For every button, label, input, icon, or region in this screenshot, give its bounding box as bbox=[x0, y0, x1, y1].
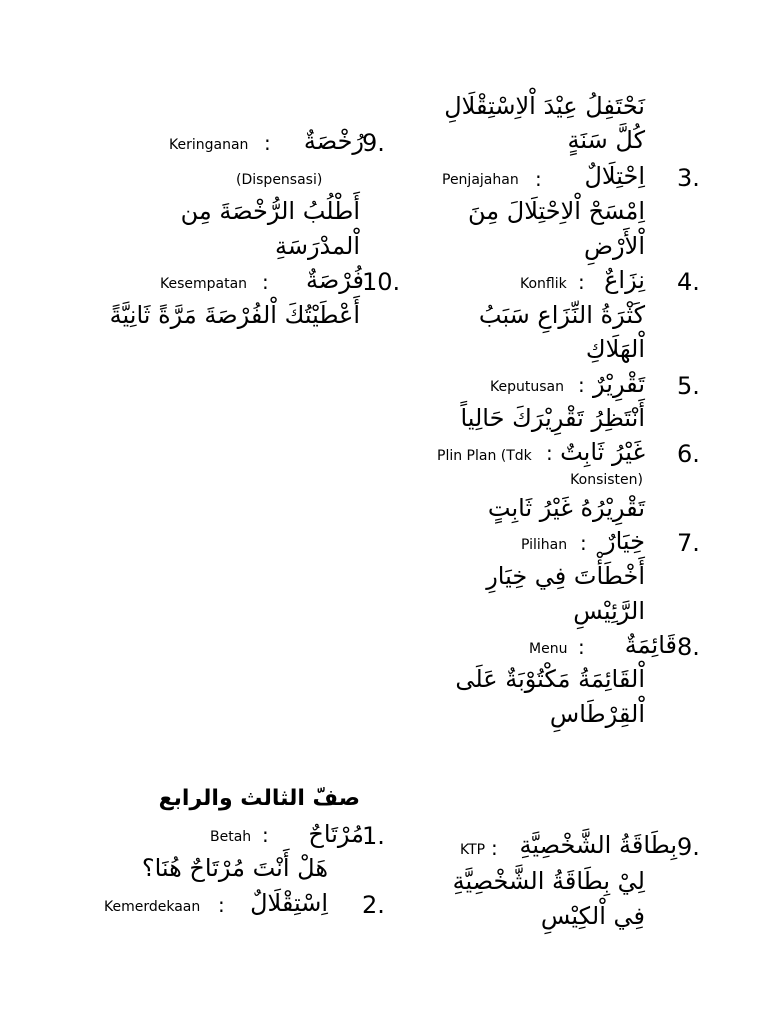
entry-meaning: Menu bbox=[529, 641, 568, 657]
entry-meaning: Konflik bbox=[520, 276, 567, 292]
entry-sentence-line: لِيْ بِطَاقَةُ الشَّخْصِيَّةِ bbox=[452, 867, 645, 895]
entry-sentence-line: اْلأَرْضِ bbox=[584, 232, 645, 260]
entry-sentence-line: اْلقِرْطَاسِ bbox=[549, 700, 645, 728]
entry-sentence-line: اْلقَائِمَةُ مَكْتُوْبَةٌ عَلَى bbox=[455, 665, 645, 693]
entry-number: 9. bbox=[362, 129, 385, 157]
entry-colon: : bbox=[535, 167, 542, 191]
entry-number: 8. bbox=[677, 633, 700, 661]
entry-meaning-continued: Konsisten) bbox=[570, 472, 643, 488]
entry-word: رُخْصَةٌ bbox=[303, 127, 364, 155]
entry-colon: : bbox=[264, 131, 271, 155]
entry-word: بِطَاقَةُ الشَّخْصِيَّةِ bbox=[519, 831, 677, 859]
entry-colon: : bbox=[546, 441, 553, 465]
entry-meaning: Plin Plan (Tdk bbox=[437, 448, 532, 464]
entry-number: 6. bbox=[677, 440, 700, 468]
entry-word: فُرْصَةٌ bbox=[306, 266, 364, 294]
entry-meaning: Keringanan bbox=[169, 137, 249, 153]
entry-meaning: Keputusan bbox=[490, 379, 564, 395]
entry-colon: : bbox=[491, 836, 498, 860]
entry-sentence-line: أَطْلُبُ الرُّخْصَةَ مِن bbox=[180, 197, 360, 225]
entry-number: 1. bbox=[362, 822, 385, 850]
entry-meaning: Pilihan bbox=[521, 537, 568, 553]
entry-word: نِزَاعٌ bbox=[604, 266, 645, 294]
entry-number: 9. bbox=[677, 833, 700, 861]
entry-sentence-line: الرَّئِيْسِ bbox=[573, 597, 645, 625]
entry-meaning: Kesempatan bbox=[160, 276, 248, 292]
entry-meaning: Kemerdekaan bbox=[104, 899, 201, 915]
intro-sentence-line-1: نَحْتَفِلُ عِيْدَ اْلاِسْتِقْلَالِ bbox=[444, 92, 645, 120]
entry-word: اِسْتِقْلَالٌ bbox=[250, 889, 328, 917]
entry-colon: : bbox=[578, 635, 585, 659]
entry-word: قَائِمَةٌ bbox=[624, 631, 677, 659]
entry-number: 5. bbox=[677, 372, 700, 400]
entry-word: مُرْتَاحٌ bbox=[308, 820, 364, 848]
entry-colon: : bbox=[578, 270, 585, 294]
entry-sentence-line: هَلْ أَنْتَ مُرْتَاحٌ هُنَا؟ bbox=[141, 854, 328, 882]
entry-number: 3. bbox=[677, 164, 700, 192]
entry-sentence-line: أَنْتَظِرُ تَقْرِيْرَكَ حَالِياً bbox=[460, 404, 645, 432]
entry-number: 4. bbox=[677, 268, 700, 296]
entry-sentence-line: فِي اْلكِيْسِ bbox=[540, 902, 645, 930]
entry-word: اِحْتِلَالٌ bbox=[584, 162, 645, 190]
entry-colon: : bbox=[262, 270, 269, 294]
section-heading: صفّ الثالث والرابع bbox=[158, 786, 360, 811]
entry-meaning: Penjajahan bbox=[442, 172, 519, 188]
entry-sentence-line: اْلمدْرَسَةِ bbox=[274, 232, 360, 260]
entry-word: غَيْرُ ثَابِتٌ bbox=[560, 438, 645, 466]
entry-colon: : bbox=[580, 531, 587, 555]
entry-word: خِيَارٌ bbox=[604, 527, 645, 555]
entry-number: 2. bbox=[362, 891, 385, 919]
entry-meaning: KTP bbox=[460, 842, 486, 858]
entry-sentence-line: اِمْسَحْ اْلاِحْتِلَالَ مِنَ bbox=[468, 197, 645, 225]
entry-sentence-line: اْلهَلَاكِ bbox=[585, 335, 645, 363]
entry-sentence-line: تَقْرِيْرُهُ غَيْرُ ثَابِتٍ bbox=[487, 494, 645, 522]
entry-sentence-line: أَعْطَيْتُكَ اْلفُرْصَةَ مَرَّةً ثَانِيَّةً bbox=[109, 301, 360, 329]
entry-number: 10. bbox=[362, 268, 401, 296]
entry-meaning: Betah bbox=[210, 829, 252, 845]
entry-colon: : bbox=[262, 823, 269, 847]
entry-meaning-continued: (Dispensasi) bbox=[236, 172, 323, 188]
intro-sentence-line-2: كُلَّ سَنَةٍ bbox=[567, 126, 645, 154]
entry-colon: : bbox=[578, 373, 585, 397]
entry-word: تَقْرِيْرٌ bbox=[593, 370, 645, 398]
entry-number: 7. bbox=[677, 529, 700, 557]
entry-colon: : bbox=[218, 893, 225, 917]
entry-sentence-line: أَخْطَأْتَ فِي خِيَارِ bbox=[486, 562, 645, 590]
entry-sentence-line: كَثْرَةُ النِّزَاعِ سَبَبُ bbox=[478, 301, 645, 329]
